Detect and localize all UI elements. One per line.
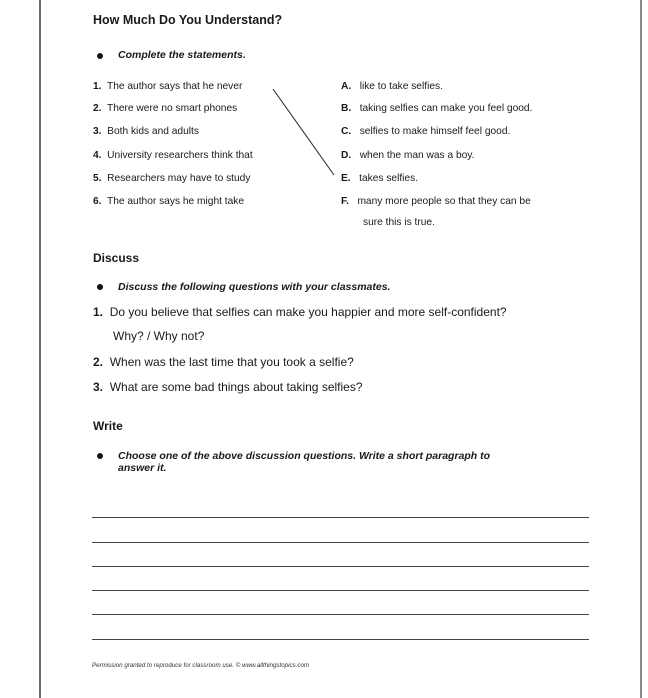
ending-letter: A. — [341, 81, 352, 92]
question-2 — [93, 355, 354, 369]
statement-number: 6. — [93, 196, 102, 207]
writing-line — [92, 590, 589, 591]
bullet-icon — [97, 284, 103, 290]
section-title-discuss: Discuss — [93, 251, 140, 265]
ending-d — [341, 150, 474, 161]
statement-text: Researchers may have to study — [107, 173, 251, 184]
ending-c — [341, 126, 510, 137]
ending-letter: C. — [341, 126, 352, 137]
question-text: When was the last time that you took a selfie? — [109, 355, 354, 369]
ending-text: many more people so that they can be — [357, 196, 531, 207]
statement-number: 3. — [93, 126, 102, 137]
writing-line — [92, 517, 589, 518]
ending-e — [341, 173, 418, 184]
statement-number: 4. — [93, 150, 102, 161]
section-title-write: Write — [93, 419, 123, 433]
question-number: 2. — [93, 355, 104, 369]
writing-line — [92, 566, 589, 567]
ending-text: selfies to make himself feel good. — [359, 126, 511, 137]
ending-letter: F. — [341, 196, 349, 207]
writing-line — [92, 639, 589, 640]
ending-text: when the man was a boy. — [359, 150, 475, 161]
ending-text: like to take selfies. — [359, 81, 443, 92]
ending-b — [341, 103, 532, 114]
ending-f-continuation: sure this is true. — [363, 217, 435, 228]
statement-text: There were no smart phones — [106, 103, 238, 114]
ending-text: takes selfies. — [359, 173, 419, 184]
statement-text: Both kids and adults — [107, 126, 199, 137]
instruction-write-line1: Choose one of the above discussion questions. Write a short paragraph to — [118, 450, 491, 462]
writing-line — [92, 614, 589, 615]
question-text: What are some bad things about taking selfies? — [109, 380, 363, 394]
instruction-discuss: Discuss the following questions with your classmates. — [118, 281, 391, 293]
ending-a — [341, 81, 443, 92]
instruction-complete: Complete the statements. — [118, 49, 246, 61]
writing-line — [92, 542, 589, 543]
statement-text: University researchers think that — [107, 150, 253, 161]
question-1-continuation: Why? / Why not? — [113, 329, 205, 343]
question-text: Do you believe that selfies can make you happier and more self-confident? — [109, 305, 507, 319]
ending-letter: E. — [341, 173, 351, 184]
question-1 — [93, 305, 507, 319]
question-number: 3. — [93, 380, 104, 394]
statement-number: 1. — [93, 81, 102, 92]
ending-f — [341, 196, 531, 207]
bullet-icon — [97, 453, 103, 459]
section-title-understand: How Much Do You Understand? — [93, 13, 283, 27]
statement-text: The author says that he never — [106, 81, 243, 92]
instruction-write-line2: answer it. — [118, 462, 167, 474]
ending-letter: D. — [341, 150, 352, 161]
statement-number: 5. — [93, 173, 102, 184]
footer-permission: Permission granted to reproduce for classroom use. © www.allthingstopics.com — [92, 662, 310, 669]
ending-letter: B. — [341, 103, 352, 114]
statement-text: The author says he might take — [106, 196, 245, 207]
question-3 — [93, 380, 363, 394]
statement-number: 2. — [93, 103, 102, 114]
question-number: 1. — [93, 305, 104, 319]
ending-text: taking selfies can make you feel good. — [359, 103, 533, 114]
